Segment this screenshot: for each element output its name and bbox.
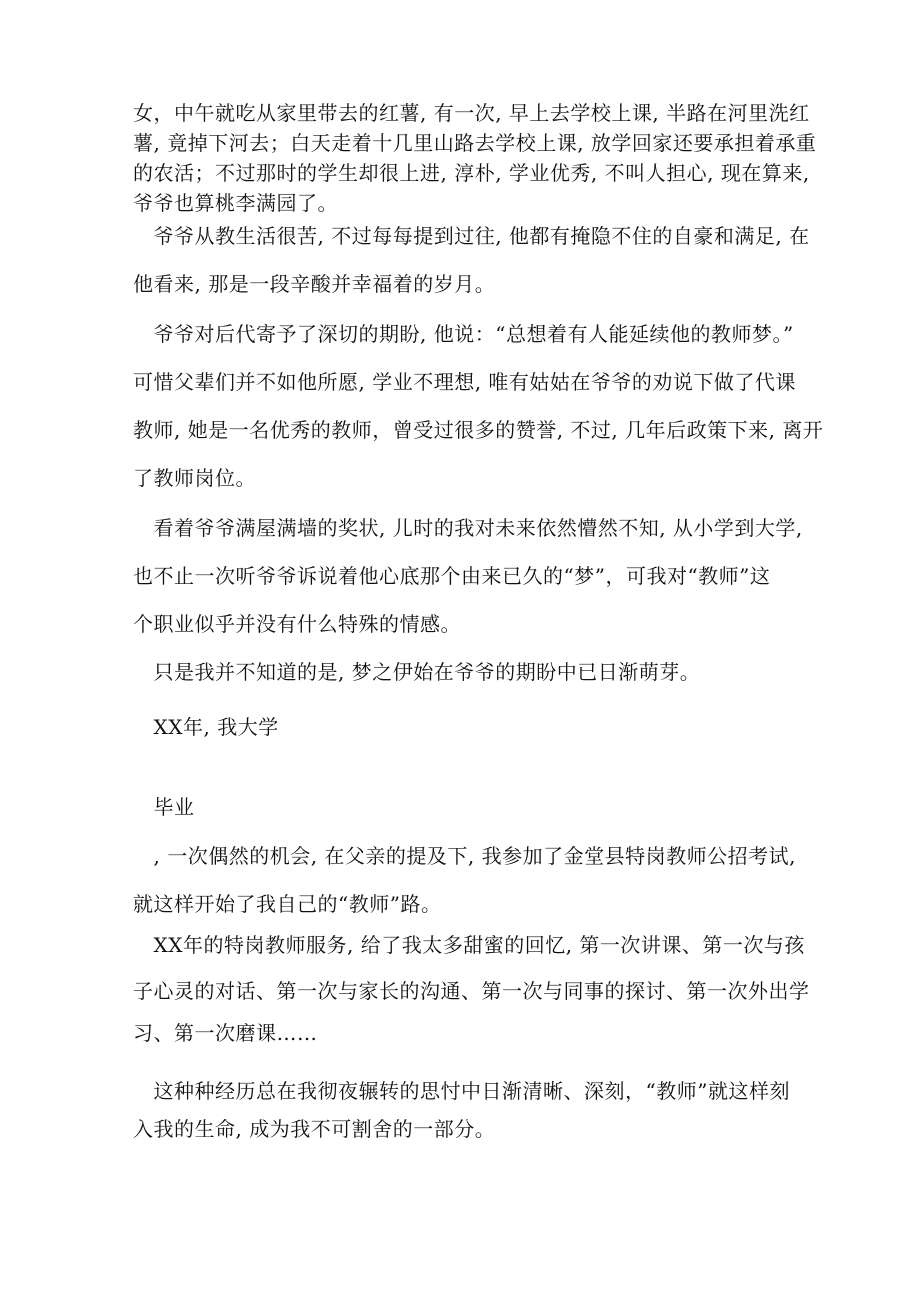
text-line: 这种种经历总在我彻夜辗转的思忖中日渐清晰、深刻，“教师”就这样刻 bbox=[133, 1079, 790, 1103]
text-line: 入我的生命, 成为我不可割舍的一部分。 bbox=[133, 1117, 496, 1141]
text-line: 可惜父辈们并不如他所愿, 学业不理想, 唯有姑姑在爷爷的劝说下做了代课 bbox=[133, 370, 796, 394]
paragraph-1 bbox=[133, 98, 817, 218]
text-line: 爷爷从教生活很苦, 不过每每提到过往, 他都有掩隐不住的自豪和满足, 在 bbox=[133, 224, 810, 248]
paragraph-5 bbox=[133, 648, 803, 696]
text-line: 教师, 她是一名优秀的教师，曾受过很多的赞誉, 不过, 几年后政策下来, 离开 bbox=[133, 418, 824, 442]
text-line: 女，中午就吃从家里带去的红薯, 有一次, 早上去学校上课, 半路在河里洗红 bbox=[133, 101, 810, 125]
paragraph-6 bbox=[133, 703, 803, 751]
text-line: 只是我并不知道的是, 梦之伊始在爷爷的期盼中已日渐萌芽。 bbox=[133, 660, 701, 684]
paragraph-7 bbox=[133, 783, 803, 831]
text-line: 个职业似乎并没有什么特殊的情感。 bbox=[133, 612, 461, 636]
text-line: 他看来, 那是一段辛酸并幸福着的岁月。 bbox=[133, 272, 496, 296]
paragraph-2 bbox=[133, 212, 810, 308]
text-line: 子心灵的对话、第一次与家长的沟通、第一次与同事的探讨、第一次外出学 bbox=[133, 979, 810, 1003]
text-line: XX年, 我大学 bbox=[133, 715, 279, 739]
paragraph-10 bbox=[133, 1072, 803, 1148]
text-line: , 一次偶然的机会, 在父亲的提及下, 我参加了金堂县特岗教师公招考试, bbox=[133, 844, 797, 868]
paragraph-8 bbox=[133, 832, 803, 928]
text-line: 爷爷对后代寄予了深切的期盼, 他说：“总想着有人能延续他的教师梦。” bbox=[133, 322, 794, 346]
text-line: 就这样开始了我自己的“教师”路。 bbox=[133, 892, 442, 916]
text-line: 的农活；不过那时的学生却很上进, 淳朴, 学业优秀, 不叫人担心, 现在算来, bbox=[133, 161, 810, 185]
text-line: 也不止一次听爷爷诉说着他心底那个由来已久的“梦”，可我对“教师”这 bbox=[133, 564, 771, 588]
text-line: XX年的特岗教师服务, 给了我太多甜蜜的回忆, 第一次讲课、第一次与孩 bbox=[133, 933, 805, 957]
text-line: 毕业 bbox=[133, 795, 195, 819]
text-line: 了教师岗位。 bbox=[133, 466, 256, 490]
paragraph-4 bbox=[133, 504, 803, 648]
text-line: 爷爷也算桃李满园了。 bbox=[133, 191, 338, 215]
paragraph-9 bbox=[133, 926, 810, 1052]
text-line: 习、第一次磨课…… bbox=[133, 1021, 318, 1045]
paragraph-3 bbox=[133, 310, 824, 502]
text-line: 看着爷爷满屋满墙的奖状, 儿时的我对未来依然懵然不知, 从小学到大学, bbox=[133, 516, 803, 540]
text-line: 薯, 竟掉下河去；白天走着十几里山路去学校上课, 放学回家还要承担着承重 bbox=[133, 131, 817, 155]
